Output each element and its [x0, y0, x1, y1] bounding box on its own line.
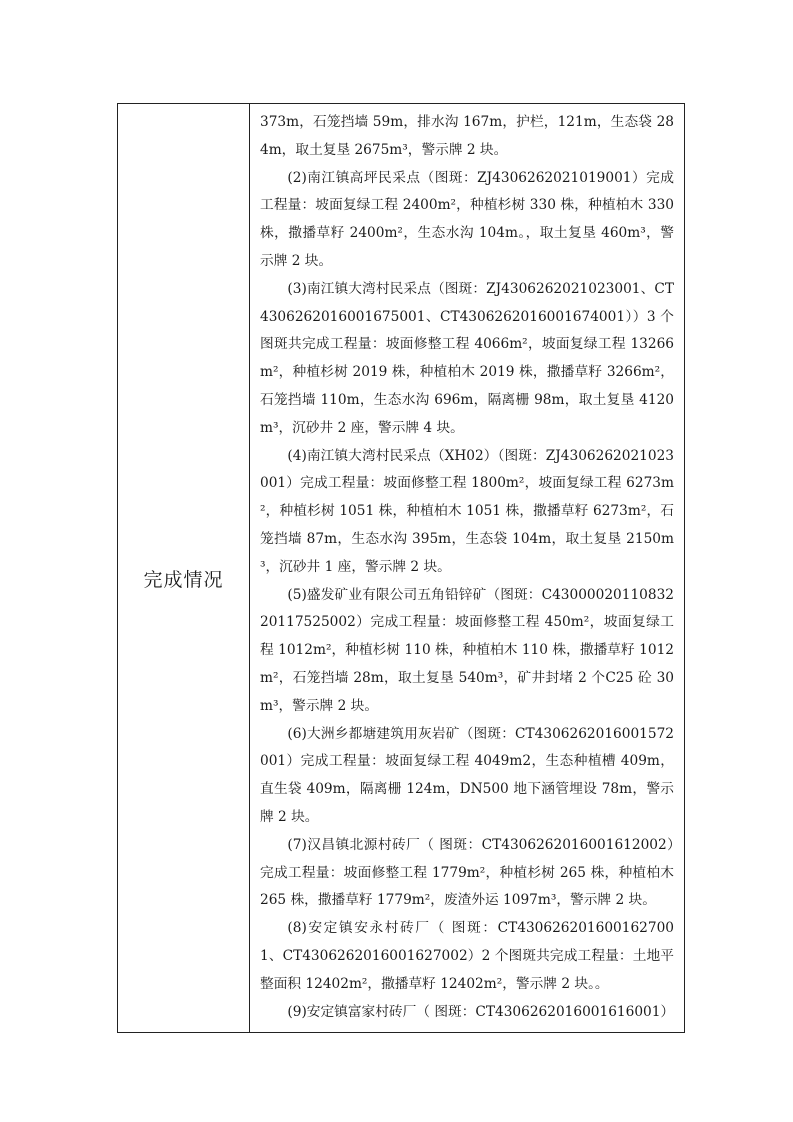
paragraph-2: (2)南江镇高坪民采点（图斑：ZJ4306262021019001）完成工程量：坡面复绿工程 2400m²，种植杉树 330 株，种植柏木 330 株，撒播草籽 2400m²，生态水沟 104m。，取土复垦 460m³，警示牌 2 块。 — [260, 169, 674, 269]
paragraph-9: (9)安定镇富家村砖厂（ 图斑：CT4306262016001616001） — [287, 1003, 675, 1020]
paragraph-1: 373m，石笼挡墙 59m，排水沟 167m，护栏，121m，生态袋 284m，取土复垦 2675m³，警示牌 2 块。 — [260, 114, 674, 158]
paragraph-8: (8)安定镇安永村砖厂（ 图斑：CT4306262016001627001、CT4306262016001627002）2 个图斑共完成工程量：土地平整面积 12402m²，撒播草籽 12402m²，警示牌 2 块。。 — [260, 920, 674, 992]
paragraph-3: (3)南江镇大湾村民采点（图斑：ZJ4306262021023001、CT4306262016001675001、CT4306262016001674001））3 个图斑共完成工程量：坡面修整工程 4066m²，坡面复绿工程 13266m²，种植杉树 2019 株，种植柏木 2019 株，撒播草籽 3266m²，石笼挡墙 110m，生态水沟 696m，隔离栅 98m，取土复垦 4120m³，沉砂井 2 座，警示牌 4 块。 — [260, 280, 674, 436]
paragraph-4: (4)南江镇大湾村民采点（XH02）（图斑：ZJ4306262021023001）完成工程量：坡面修整工程 1800m²，坡面复绿工程 6273m²，种植杉树 1051 株，种植柏木 1051 株，撒播草籽 6273m²，石笼挡墙 87m，生态水沟 395m，生态袋 104m，取土复垦 2150m³，沉砂井 1 座，警示牌 2 块。 — [260, 447, 674, 575]
content-cell — [250, 104, 684, 1032]
completion-status-label: 完成情况 — [143, 568, 224, 591]
completion-table — [117, 103, 685, 1033]
label-cell — [118, 104, 250, 1032]
paragraph-5: (5)盛发矿业有限公司五角铅锌矿（图斑：C4300002011083220117525002）完成工程量：坡面修整工程 450m²，坡面复绿工程 1012m²，种植杉树 110 株，种植柏木 110 株，撒播草籽 1012m²，石笼挡墙 28m，取土复垦 540m³，矿井封堵 2 个C25 砼 30m³，警示牌 2 块。 — [260, 586, 674, 714]
paragraph-7: (7)汉昌镇北源村砖厂（ 图斑：CT4306262016001612002）完成工程量：坡面修整工程 1779m²，种植杉树 265 株，种植柏木 265 株，撒播草籽 1779m²，废渣外运 1097m³，警示牌 2 块。 — [260, 836, 674, 909]
paragraph-6: (6)大洲乡都塘建筑用灰岩矿（图斑：CT4306262016001572001）完成工程量：坡面复绿工程 4049m2，生态种植槽 409m，直生袋 409m，隔离栅 124m，DN500 地下涵管埋设 78m，警示牌 2 块。 — [260, 725, 674, 825]
